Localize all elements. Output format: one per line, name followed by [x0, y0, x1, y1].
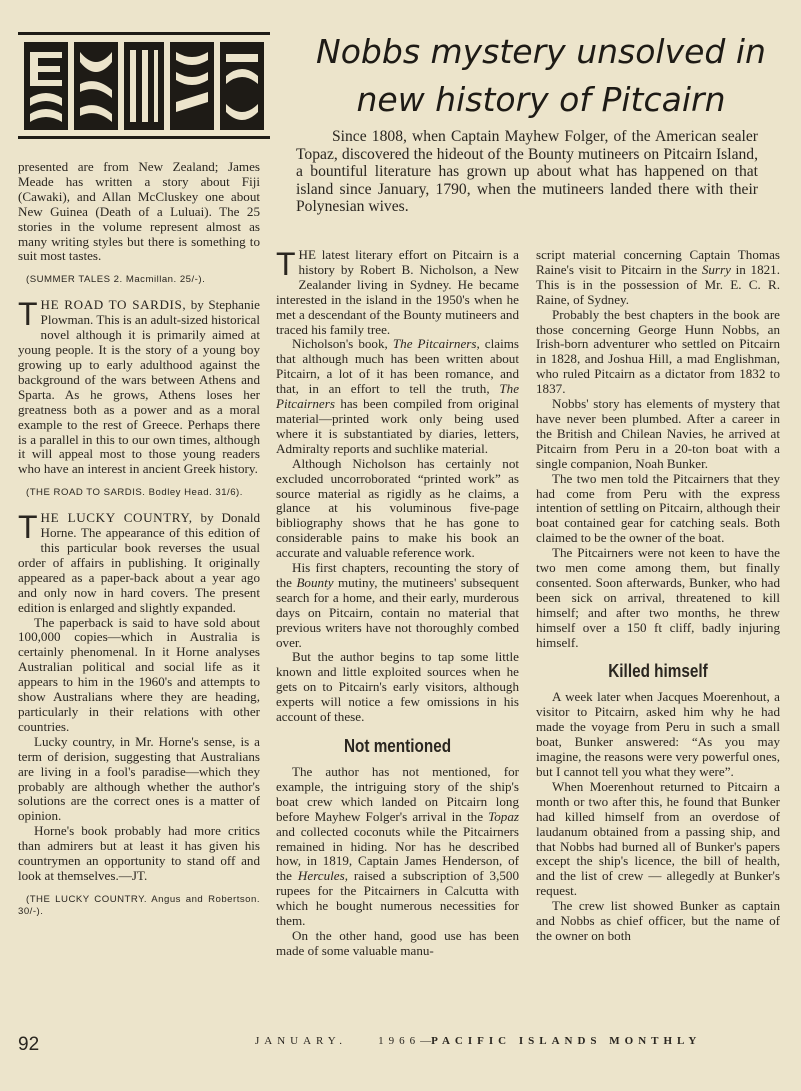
text-run: script material concerning Captain Thomas Raine's visit to Pitcairn in the: [536, 247, 780, 277]
ship-name: Topaz: [488, 808, 519, 824]
ship-name: Hercules,: [297, 868, 348, 884]
review-citation-summer-tales: (SUMMER TALES 2. Macmillan. 25/-).: [26, 274, 206, 286]
paragraph: Nobbs' story has elements of mystery that have never been plumbed. After a career in the British and Chilean Navies, he arrived at Pitcairn from Peru in a 20-ton boat with a single companion, Noah Bunker.: [536, 396, 780, 471]
books-section-logo: [18, 32, 270, 140]
paragraph: [276, 337, 519, 456]
review-citation-lucky-country: (THE LUCKY COUNTRY. Angus and Robertson. 30/-).: [18, 893, 260, 917]
drop-cap: T: [18, 509, 38, 546]
article-standfirst: Since 1808, when Captain Mayhew Folger, of the American sealer Topaz, discovered the hideout of the Bounty mutineers on Pitcairn Island, a bountiful literature has grown up about what has happened on that island since January, 1790, when the mutineers landed there with their Polynesian wives.: [296, 128, 758, 216]
column-2: [276, 248, 519, 959]
text-run: claims that although much has been written about Pitcairn, a lot of it has been romance, and that, in an effort to tell the truth,: [276, 336, 519, 397]
text-run: The author has not mentioned, for example, the intriguing story of the ship's boat crew which landed on Pitcairn long before Mayhew Folger's arrival in the: [276, 764, 519, 824]
ship-name: Surry: [701, 261, 731, 277]
paragraph: But the author begins to tap some little known and little exploited sources when he gets on to Pitcairn's early visitors, although experts will notice a few omissions in his account of these.: [276, 649, 519, 725]
paragraph: [276, 561, 519, 650]
paragraph: Although Nicholson has certainly not excluded uncorroborated “printed work” as source material as rigidly as he claims, a glance at his voluminous five-page bibliography shows that he has gone to considerable pains to make his book an accurate and valuable reference work.: [276, 455, 519, 561]
paragraph: When Moerenhout returned to Pitcairn a month or two after this, he found that Bunker had killed himself from an overdose of laudanum obtained from a passing ship, and that Nobbs had burned all of Bunker's papers except the ship's licence, the bill of health, and the list of crew — allegedly at Bunker's request.: [536, 778, 780, 899]
page-number: 92: [18, 1034, 40, 1055]
paragraph: Probably the best chapters in the book are those concerning George Hunn Nobbs, an Irish-born adventurer who settled on Pitcairn in 1828, and Joshua Hill, a mad Englishman, who ruled Pitcairn as a dictator from 1832 to 1837.: [536, 306, 780, 397]
paragraph: The crew list showed Bunker as captain and Nobbs as chief officer, but the name of the owner on both: [536, 898, 780, 943]
subheading-not-mentioned: Not mentioned: [343, 736, 452, 756]
text-run: and collected coconuts while the Pitcairners remained in hiding. Nor has he described how, in 1819, Captain James Henderson, of the: [276, 823, 519, 884]
column-1: [18, 160, 260, 930]
article-headline: [296, 28, 786, 124]
subheading-killed-himself: Killed himself: [608, 661, 708, 682]
running-footer: [255, 1035, 780, 1047]
paragraph: [276, 765, 519, 929]
footer-year: 1966: [378, 1035, 421, 1047]
drop-cap: T: [276, 246, 296, 282]
footer-dash: —: [420, 1035, 432, 1047]
paragraph: [536, 248, 780, 308]
text-run: raised a subscription of 3,500 rupees for the Pitcairners in Calcutta with which he bought numerous necessities for them.: [276, 868, 519, 929]
paragraph-text: HE latest literary effort on Pitcairn is a history by Robert B. Nicholson, a New Zealander living in Sydney. He became interested in the island in the 1950's when he met a descendant of the Bounty mutineers and traced his family tree.: [276, 247, 519, 337]
text-run: has been compiled from original material—printed work only being used where it is substantiated by diaries, letters, Admiralty reports and suchlike material.: [276, 396, 519, 456]
review-text: by Stephanie Plowman. This is an adult-sized historical novel although it is primarily aimed at young people. It is the story of a young boy growing up to early adulthood against the background of the wars between Athens and Sparta. As he grows, Athens loses her greatness both as a power and as a moral example to the rest of Greece. Perhaps there is a parallel in this to our own times, although it will appeal most to those young readers who have an interest in ancient Greek history.: [18, 297, 260, 477]
review-lucky-country: [18, 511, 260, 615]
text-run: in 1821. This is in the possession of Mr. E. C. R. Raine, of Sydney.: [536, 261, 780, 307]
review-lead-words: HE LUCKY COUNTRY,: [40, 510, 193, 526]
review-continuation: presented are from New Zealand; James Meade has written a story about Fiji (Cawaki), and Allan McCluskey one about New Guinea (Death of a Luluai). The 25 stories in the volume represent almost as many writing styles but there is something to suit most tastes.: [18, 159, 260, 264]
paragraph: The two men told the Pitcairners that they had come from Peru with the express intention of settling on Pitcairn, although their boat contained gear for catching seals. Both claimed to be the owner of the boat.: [536, 470, 780, 546]
footer-month: JANUARY.: [255, 1035, 348, 1047]
footer-magazine: PACIFIC ISLANDS MONTHLY: [431, 1035, 702, 1047]
paragraph: The paperback is said to have sold about 100,000 copies—which in Australia is certainly phenomenal. In it Horne analyses Australian political and social life as it appears to him in the 1960's and attempts to show Australians where they are heading, particularly in their relations with other countries.: [18, 614, 260, 734]
review-road-to-sardis: [18, 298, 260, 477]
text-run: Nicholson's book,: [292, 336, 393, 352]
book-title: The Pitcairners: [276, 381, 519, 412]
review-lead-words: HE ROAD TO SARDIS,: [40, 297, 187, 313]
drop-cap: T: [18, 296, 38, 333]
column-3: [536, 248, 780, 944]
paragraph: A week later when Jacques Moerenhout, a visitor to Pitcairn, asked him why he had made the voyage from Peru in such a small boat, Bunker answered: “As you may imagine, the reasons were very powerful ones, but I cannot tell you what they were”.: [536, 689, 780, 779]
headline-line-1: Nobbs mystery unsolved in: [316, 32, 766, 71]
review-text: by Donald Horne. The appearance of this edition of this particular book reverses the usual order of affairs in publishing. It originally appeared as a paper-back about a year ago and only now in hard covers. The present edition is enlarged and slightly expanded.: [18, 510, 261, 615]
paragraph: Lucky country, in Mr. Horne's sense, is a term of derision, suggesting that Australians are living in a fool's paradise—which they probably are although whether the author's solutions are the correct ones is a matter of opinion.: [18, 733, 260, 824]
ship-name: Bounty: [296, 574, 334, 590]
paragraph: The Pitcairners were not keen to have the two men come among them, but finally consented. Soon afterwards, Bunker, who had been sick on arrival, threatened to kill himself; and after two months, he threw himself over a 150 ft cliff, badly injuring himself.: [536, 545, 780, 650]
paragraph: On the other hand, good use has been made of some valuable manu-: [276, 927, 519, 958]
review-citation-road-to-sardis: (THE ROAD TO SARDIS. Bodley Head. 31/6).: [26, 487, 243, 499]
book-title: The Pitcairners,: [392, 336, 480, 352]
paragraph: Horne's book probably had more critics than admirers but at least it has given his countrymen an opportunity to stand off and look at themselves.—JT.: [18, 823, 260, 883]
headline-line-2: new history of Pitcairn: [356, 80, 726, 119]
text-run: His first chapters, recounting the story of the: [276, 560, 519, 590]
text-run: mutiny, the mutineers' subsequent search for a home, and their early, murderous days on Pitcairn, contain no material that previous writers have not thoroughly combed over.: [276, 574, 519, 650]
paragraph: [276, 248, 519, 337]
logo-graphic: [18, 32, 270, 140]
